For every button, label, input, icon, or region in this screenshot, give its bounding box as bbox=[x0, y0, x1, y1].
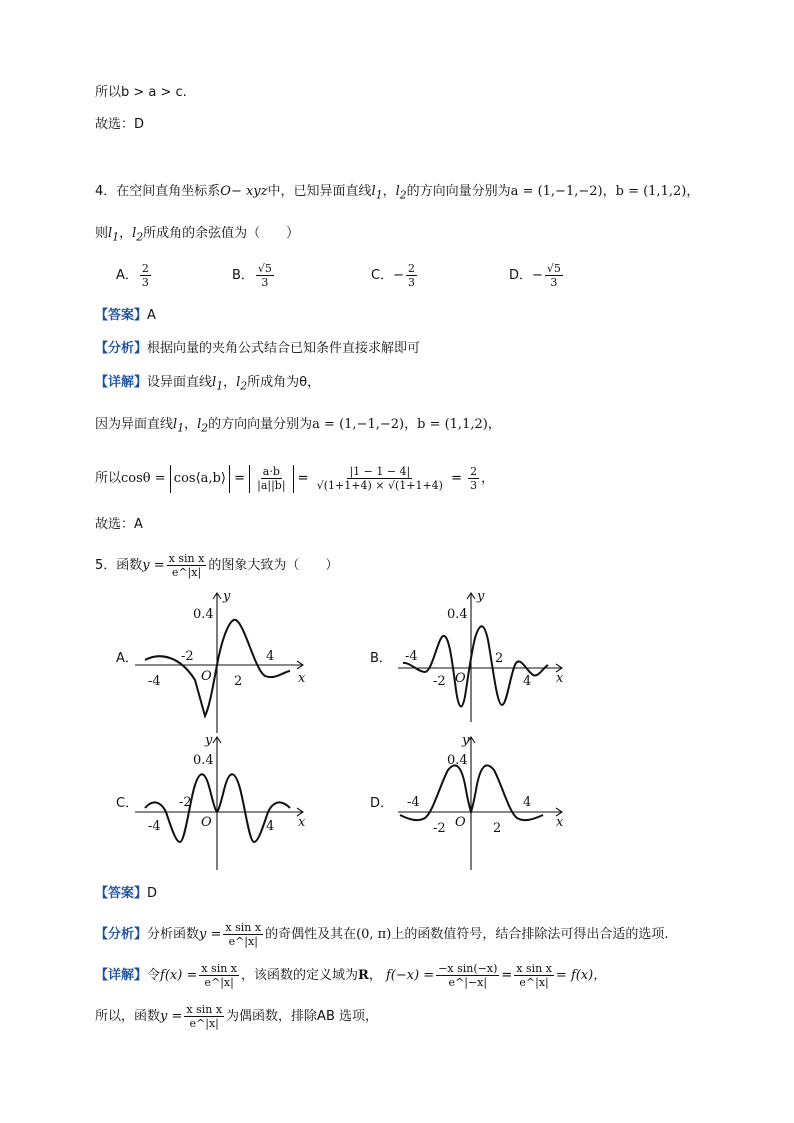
q4-frac3-den: 3 bbox=[470, 479, 478, 492]
q4-option-c bbox=[371, 262, 419, 289]
q4-l2: $l_2$ bbox=[395, 184, 407, 202]
q4-vec-b: b = (1,1,2) bbox=[615, 184, 687, 199]
q4-detail1: 设异面直线 bbox=[147, 375, 213, 390]
q4-detail2-vec-b: b = (1,1,2) bbox=[417, 417, 488, 432]
graph-c-y-arrow bbox=[213, 737, 221, 743]
q4-option-b bbox=[232, 262, 276, 289]
q5-domain-r: R bbox=[358, 968, 369, 983]
q5-concl-den: e^|x| bbox=[189, 1017, 219, 1030]
q4-frac2-den: √(1+1+4) × √(1+1+4) bbox=[316, 479, 443, 492]
q5-func-den: e^|x| bbox=[171, 566, 202, 579]
q4-option-d bbox=[509, 262, 565, 289]
graph-a-x-label: x bbox=[298, 671, 306, 686]
graph-b-y-label: y bbox=[477, 589, 485, 604]
graph-d-curve bbox=[400, 765, 543, 820]
graph-c-x-label: x bbox=[298, 815, 306, 830]
graph-d-x-label: x bbox=[556, 815, 564, 830]
q4-option-a bbox=[116, 262, 153, 289]
q5-detail-b: ，该函数的定义域为 bbox=[241, 968, 359, 983]
q5-concl-b: 为偶函数，排除AB 选项， bbox=[226, 1009, 378, 1024]
graph-b-tick-4: 4 bbox=[523, 674, 532, 689]
graph-b-origin: O bbox=[455, 671, 466, 686]
q4-stem-b: 中，已知异面直线 bbox=[267, 184, 372, 199]
graph-c-curve bbox=[145, 774, 290, 842]
q4-detail2-vec-a: a = (1,−1,−2) bbox=[312, 417, 405, 432]
q5-detail-a: 令 bbox=[147, 968, 161, 983]
graph-d-tick-2: 2 bbox=[493, 821, 502, 836]
graph-d-label: D． bbox=[370, 796, 394, 811]
graph-b bbox=[398, 589, 564, 722]
graph-d-origin: O bbox=[455, 815, 466, 830]
graph-a-label: A． bbox=[116, 651, 138, 666]
q5-eq-den: e^|x| bbox=[519, 976, 549, 989]
q4-option-a-num: 2 bbox=[141, 262, 149, 275]
graph-b-tick-m4: -4 bbox=[405, 649, 418, 664]
q4-option-b-label: B． bbox=[232, 268, 254, 283]
q4-option-c-label: C．− bbox=[371, 268, 404, 283]
graph-c-x-arrow bbox=[297, 808, 303, 816]
q5-stem bbox=[95, 552, 338, 579]
q4-detail2-text: 因为异面直线 bbox=[95, 417, 174, 432]
q4-detail3-pre: 所以 bbox=[95, 471, 122, 486]
graph-c-tick-m2: -2 bbox=[179, 795, 192, 810]
q4-answer bbox=[95, 307, 156, 325]
q4-detail3: 所以cosθ = cos⟨a,b⟩ = $\frac{a\cdot b}{|a||b|}$ = $\frac{|1 - 1 - 4|}{√(1+1+4) \times √(1+1+4)}$ = $\frac{2}{3}$ ， bbox=[95, 465, 495, 492]
graph-a-y-arrow bbox=[213, 593, 221, 599]
q4-end: 故选：A bbox=[95, 517, 143, 532]
q4-frac2-num: |1 − 1 − 4| bbox=[349, 465, 411, 478]
q5-f-neg: f(−x) = bbox=[385, 968, 435, 983]
q5-neg-den: e^|−x| bbox=[448, 976, 488, 989]
q4-frac1-den: |a||b| bbox=[257, 479, 286, 492]
graph-d-tick-m4: -4 bbox=[407, 795, 420, 810]
graph-a-tick-m2: -2 bbox=[181, 649, 194, 664]
q5-analysis-num: x sin x bbox=[225, 921, 262, 934]
graph-c-y-label: y bbox=[205, 733, 213, 748]
graph-b-tick-m2: -2 bbox=[433, 674, 446, 689]
q5-eq-num: x sin x bbox=[516, 962, 552, 975]
q5-eq: = bbox=[501, 968, 513, 983]
q5-conclusion bbox=[95, 1003, 378, 1030]
q4-vec-a: a = (1,−1,−2) bbox=[510, 184, 603, 199]
q5-fx-end: = f(x)， bbox=[555, 968, 607, 983]
q5-detail: 【详解】令f(x) = $\frac{\text{x sin x}}{e\^{}|x|}$ ，该函数的定义域为R， f(−x) = $\frac{\text{−x sin(−x)}}{e\^{}|-x|}$ = $\frac{\text{x sin x}}{e\^{}|x|}$ = f(x)， bbox=[95, 962, 607, 989]
q5-detail-den: e^|x| bbox=[204, 976, 234, 989]
q5-analysis-b: 的奇偶性及其在 bbox=[265, 927, 357, 942]
graph-a-x-arrow bbox=[297, 661, 303, 669]
q5-analysis-y: y = bbox=[199, 927, 222, 942]
q4-option-d-num: √5 bbox=[546, 262, 561, 275]
graph-b-x-label: x bbox=[556, 671, 564, 686]
q5-detail-tag: 【详解】 bbox=[95, 968, 148, 983]
q5-answer-tag: 【答案】 bbox=[95, 886, 148, 901]
q4-option-c-num: 2 bbox=[407, 262, 415, 275]
q5-analysis-c: 上的函数值符号，结合排除法可得出合适的选项. bbox=[391, 927, 669, 942]
graph-a-tick-2: 2 bbox=[234, 674, 243, 689]
q5-analysis-tag: 【分析】 bbox=[95, 927, 148, 942]
q5-concl-a: 所以，函数 bbox=[95, 1009, 161, 1024]
q4-frac1-num: a·b bbox=[262, 465, 280, 478]
q5-analysis-a: 分析函数 bbox=[147, 927, 200, 942]
q5-concl-num: x sin x bbox=[186, 1003, 223, 1016]
q4-option-c-den: 3 bbox=[407, 276, 415, 289]
graph-a-tick-m4: -4 bbox=[148, 674, 161, 689]
q4-detail1b: 所成角为θ， bbox=[247, 375, 321, 390]
q4-option-b-den: 3 bbox=[261, 276, 269, 289]
q4-option-a-den: 3 bbox=[141, 276, 149, 289]
q4-frac3-num: 2 bbox=[470, 465, 478, 478]
q4-stem-c: 的方向向量分别为 bbox=[406, 184, 511, 199]
q4-detail: 【详解】设异面直线$l_1$，$l_2$所成角为θ， bbox=[95, 375, 321, 393]
graph-d-tick-04: 0.4 bbox=[447, 753, 468, 768]
q4-analysis-text: 根据向量的夹角公式结合已知条件直接求解即可 bbox=[147, 341, 421, 356]
q4-detail-tag: 【详解】 bbox=[95, 375, 148, 390]
graph-c-origin: O bbox=[201, 815, 212, 830]
graph-a bbox=[135, 589, 306, 733]
q4-stem-a: 4．在空间直角坐标系 bbox=[95, 184, 221, 199]
q4-detail2b: 的方向向量分别为 bbox=[208, 417, 313, 432]
graph-b-tick-2: 2 bbox=[495, 651, 504, 666]
q4-coord: O− xyz bbox=[220, 184, 268, 199]
q4-stem2: 则$l_1$，$l_2$所成角的余弦值为（ ） bbox=[95, 226, 300, 244]
graph-a-curve bbox=[145, 620, 290, 716]
graph-d-y-arrow bbox=[467, 737, 475, 743]
q4-cos-abs: cos⟨a,b⟩ bbox=[170, 465, 230, 493]
graph-d bbox=[398, 733, 564, 870]
q4-analysis-tag: 【分析】 bbox=[95, 341, 148, 356]
graph-d-tick-4: 4 bbox=[523, 795, 532, 810]
graph-b-curve bbox=[403, 626, 548, 706]
q4-answer-tag: 【答案】 bbox=[95, 308, 148, 323]
q5-neg-num: −x sin(−x) bbox=[438, 962, 498, 975]
q5-detail-num: x sin x bbox=[201, 962, 237, 975]
graph-d-y-label: y bbox=[462, 733, 470, 748]
q4-stem: 4．在空间直角坐标系O− xyz中，已知异面直线$l_1$，$l_2$的方向向量分别为a = (1,−1,−2)，b = (1,1,2)， bbox=[95, 184, 700, 202]
graph-d-x-arrow bbox=[556, 808, 562, 816]
graph-a-origin: O bbox=[201, 669, 212, 684]
graph-c-label: C． bbox=[116, 796, 139, 811]
q4-stem2-text: 所成角的余弦值为（ ） bbox=[143, 226, 300, 241]
graph-a-y-label: y bbox=[223, 589, 231, 604]
graph-c-tick-m4: -4 bbox=[148, 819, 161, 834]
q5-answer bbox=[95, 885, 157, 903]
q4-option-a-label: A． bbox=[116, 268, 138, 283]
q4-l1: $l_1$ bbox=[371, 184, 383, 202]
graph-c bbox=[135, 733, 306, 870]
q5-answer-value: D bbox=[147, 886, 158, 901]
q5-interval: (0, π) bbox=[356, 927, 392, 942]
graph-c-tick-4: 4 bbox=[266, 819, 275, 834]
q4-option-b-num: √5 bbox=[257, 262, 272, 275]
prev-conclusion: 所以b > a > c. bbox=[95, 85, 187, 100]
graph-b-x-arrow bbox=[556, 664, 562, 672]
q5-stem-b: 的图象大致为（ ） bbox=[208, 558, 339, 573]
graph-b-y-arrow bbox=[467, 593, 475, 599]
q4-option-d-label: D．− bbox=[509, 268, 543, 283]
q4-analysis bbox=[95, 340, 420, 358]
q5-fx: f(x) = bbox=[160, 968, 198, 983]
q5-func-num: x sin x bbox=[168, 552, 205, 565]
q5-analysis bbox=[95, 921, 668, 948]
q4-option-d-den: 3 bbox=[550, 276, 558, 289]
graph-d-tick-m2: -2 bbox=[433, 821, 446, 836]
q4-cos-theta: cosθ = bbox=[121, 471, 166, 486]
q4-answer-value: A bbox=[147, 308, 156, 323]
graph-a-tick-4: 4 bbox=[266, 649, 275, 664]
graph-a-tick-04: 0.4 bbox=[193, 607, 214, 622]
graph-b-label: B． bbox=[370, 651, 392, 666]
q5-analysis-den: e^|x| bbox=[228, 935, 258, 948]
graph-b-tick-04: 0.4 bbox=[447, 607, 468, 622]
q5-concl-y: y = bbox=[160, 1009, 183, 1024]
prev-choice: 故选：D bbox=[95, 117, 145, 132]
q4-detail2: 因为异面直线$l_1$，$l_2$的方向向量分别为a = (1,−1,−2)，b = (1,1,2)， bbox=[95, 417, 501, 435]
q5-stem-a: 5．函数 bbox=[95, 558, 143, 573]
q5-func-y: y = bbox=[142, 558, 165, 573]
graph-c-tick-04: 0.4 bbox=[193, 753, 214, 768]
